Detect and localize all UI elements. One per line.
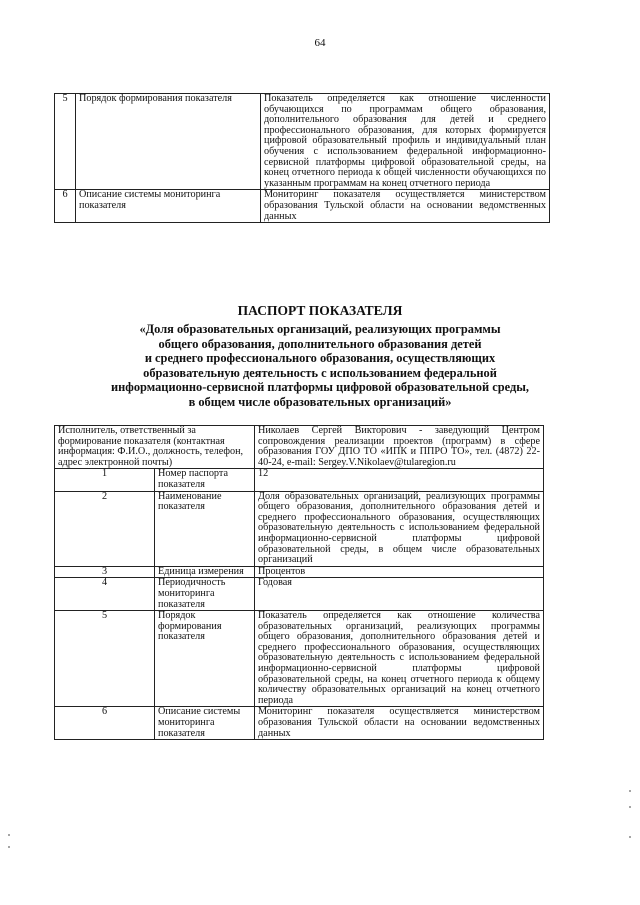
row-label: Наименование показателя (155, 491, 255, 566)
indicator-table-continued (54, 93, 550, 223)
table-row (55, 426, 544, 469)
subtitle-line: и среднего профессионального образования, осуществляющих (144, 351, 496, 366)
row-value: Показатель определяется как отношение численности обучающихся по программам общего образования, дополнительного образования для детей и среднего профессионального образования, для которых формируется цифровой образовательный профиль и индивидуальный план обучения с использованием федеральной информационно-сервисной платформы цифровой образовательной среды, на конец отчетного периода к общей численности обучающихся по указанным программам на конец отчетного периода (261, 94, 550, 190)
scan-speck (8, 846, 10, 848)
row-label: Описание системы мониторинга показателя (76, 190, 261, 223)
row-number: 6 (55, 190, 76, 223)
row-number: 6 (55, 707, 155, 740)
scan-speck (629, 836, 631, 838)
row-label: Единица измерения (155, 566, 255, 578)
row-number: 4 (55, 578, 155, 611)
row-value: Доля образовательных организаций, реализующих программы общего образования, дополнительного образования детей и среднего профессионального образования, осуществляющих образовательную деятельность с использованием федеральной информационно-сервисной платформы цифровой образовательной среды, в общем числе образовательных организаций (255, 491, 544, 566)
table-row (55, 566, 544, 578)
row-value: 12 (255, 469, 544, 491)
row-number: 3 (55, 566, 155, 578)
subtitle-line: информационно-сервисной платформы цифровой образовательной среды, (111, 380, 529, 395)
row-value: Годовая (255, 578, 544, 611)
page-number: 64 (314, 37, 326, 49)
table-row (55, 707, 544, 740)
row-number: 5 (55, 611, 155, 707)
row-number: 1 (55, 469, 155, 491)
subtitle-line: образовательную деятельность с использованием федеральной (143, 365, 497, 380)
subtitle-line: общего образования, дополнительного образования детей (158, 336, 482, 351)
row-value: Мониторинг показателя осуществляется министерством образования Тульской области на основании ведомственных данных (255, 707, 544, 740)
row-value: Показатель определяется как отношение количества образовательных организаций, реализующих программы общего образования, дополнительного образования детей и среднего профессионального образования, осуществляющих образовательную деятельность с использованием федеральной информационно-сервисной платформы цифровой образовательной среды, на конец отчетного периода к общему количеству образовательных организаций на конец отчетного периода (255, 611, 544, 707)
executor-value: Николаев Сергей Викторович - заведующий Центром сопровождения реализации проектов (программ) в сфере образования ГОУ ДПО ТО «ИПК и ППРО ТО», тел. (4872) 22-40-24, e-mail: Sergey.V.Nikolaev@tularegion.ru (255, 426, 544, 469)
scan-speck (629, 806, 631, 808)
table-row (55, 190, 550, 223)
row-value: Мониторинг показателя осуществляется министерством образования Тульской области на основании ведомственных данных (261, 190, 550, 223)
row-number: 2 (55, 491, 155, 566)
passport-title: ПАСПОРТ ПОКАЗАТЕЛЯ (237, 303, 403, 318)
subtitle-line: в общем числе образовательных организаций» (188, 394, 452, 409)
table-row (55, 469, 544, 491)
passport-subtitle (40, 322, 600, 410)
table-row (55, 491, 544, 566)
scan-speck (8, 834, 10, 836)
table-row (55, 94, 550, 190)
scan-speck (629, 790, 631, 792)
row-label: Номер паспорта показателя (155, 469, 255, 491)
row-value: Процентов (255, 566, 544, 578)
table-row (55, 578, 544, 611)
passport-table (54, 425, 544, 740)
table-row (55, 611, 544, 707)
row-number: 5 (55, 94, 76, 190)
row-label: Порядок формирования показателя (155, 611, 255, 707)
executor-label: Исполнитель, ответственный за формирование показателя (контактная информация: Ф.И.О., должность, телефон, адрес электронной почты) (55, 426, 255, 469)
row-label: Описание системы мониторинга показателя (155, 707, 255, 740)
subtitle-line: «Доля образовательных организаций, реализующих программы (139, 322, 501, 336)
row-label: Порядок формирования показателя (76, 94, 261, 190)
row-label: Периодичность мониторинга показателя (155, 578, 255, 611)
